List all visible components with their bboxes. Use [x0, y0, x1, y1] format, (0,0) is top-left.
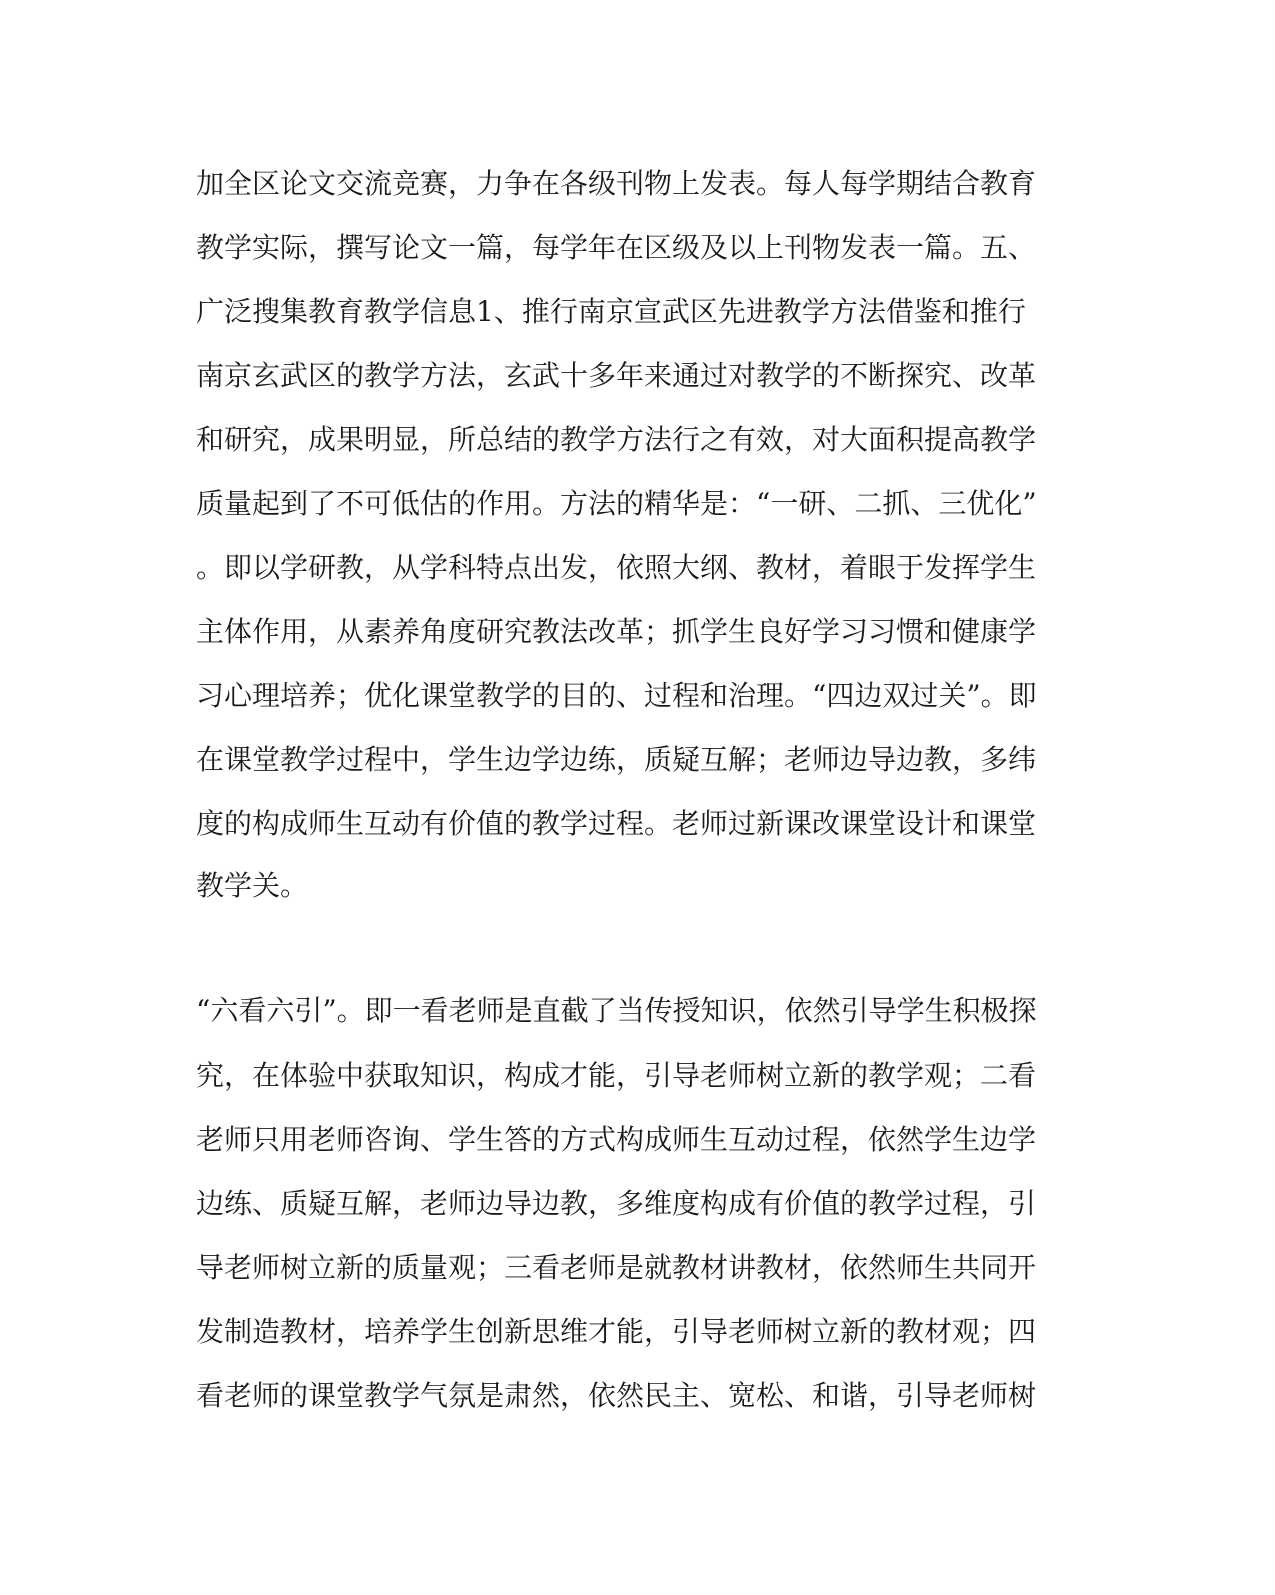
text-line: 究，在体验中获取知识，构成才能，引导老师树立新的教学观；二看 — [196, 1059, 1037, 1092]
text-line: 加全区论文交流竞赛，力争在各级刊物上发表。每人每学期结合教育 — [196, 167, 1037, 200]
text-line: 主体作用，从素养角度研究教法改革；抓学生良好学习习惯和健康学 — [196, 615, 1037, 648]
text-line: 。即以学研教，从学科特点出发，依照大纲、教材，着眼于发挥学生 — [196, 551, 1037, 584]
text-line: 教学实际，撰写论文一篇，每学年在区级及以上刊物发表一篇。五、 — [196, 231, 1037, 264]
text-line: 导老师树立新的质量观；三看老师是就教材讲教材，依然师生共同开 — [196, 1251, 1037, 1284]
text-line: 南京玄武区的教学方法，玄武十多年来通过对教学的不断探究、改革 — [196, 359, 1037, 392]
text-line: 边练、质疑互解，老师边导边教，多维度构成有价值的教学过程，引 — [196, 1187, 1037, 1220]
text-line: “六看六引”。即一看老师是直截了当传授知识，依然引导学生积极探 — [196, 994, 1037, 1027]
text-line: 老师只用老师咨询、学生答的方式构成师生互动过程，依然学生边学 — [196, 1123, 1037, 1156]
text-line: 在课堂教学过程中，学生边学边练，质疑互解；老师边导边教，多纬 — [196, 743, 1037, 776]
text-line: 发制造教材，培养学生创新思维才能，引导老师树立新的教材观；四 — [196, 1315, 1037, 1348]
text-line: 和研究，成果明显，所总结的教学方法行之有效，对大面积提高教学 — [196, 423, 1037, 456]
text-line: 教学关。 — [196, 869, 309, 902]
text-line: 度的构成师生互动有价值的教学过程。老师过新课改课堂设计和课堂 — [196, 807, 1037, 840]
text-line: 质量起到了不可低估的作用。方法的精华是：“一研、二抓、三优化” — [196, 487, 1037, 520]
text-line: 习心理培养；优化课堂教学的目的、过程和治理。“四边双过关”。即 — [196, 679, 1037, 712]
text-line: 广泛搜集教育教学信息1、推行南京宣武区先进教学方法借鉴和推行 — [196, 295, 1026, 328]
text-line: 看老师的课堂教学气氛是肃然，依然民主、宽松、和谐，引导老师树 — [196, 1379, 1037, 1412]
